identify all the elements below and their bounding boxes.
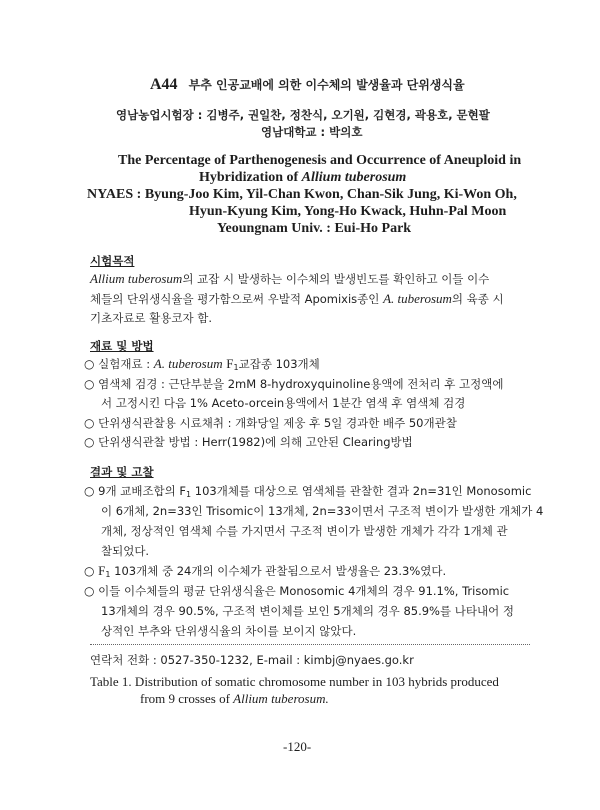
results-heading: 결과 및 고찰 — [90, 465, 154, 479]
objective-line2-suffix: 의 육종 시 — [451, 292, 504, 306]
objective-species: Allium tuberosum — [90, 271, 183, 286]
objective-heading: 시험목적 — [90, 254, 135, 268]
title-korean — [150, 74, 465, 94]
table-caption-prefix: from 9 crosses of — [140, 691, 230, 706]
table-caption-line1: Table 1. Distribution of somatic chromosome number in 103 hybrids produced — [90, 674, 499, 689]
results-item-1-line4: 찰되었다. — [101, 544, 150, 558]
page-number: -120- — [283, 739, 312, 754]
abstract-id: A44 — [150, 76, 178, 93]
results-item-2-f: F — [98, 563, 106, 578]
results-item-2 — [84, 564, 446, 582]
methods-item-2-text: 염색체 검경 : 근단부분을 2mM 8-hydroxyquinoline용액에 전처리 후 고정액에 — [98, 377, 504, 391]
results-item-2-sub: 1 — [105, 570, 111, 579]
methods-item-3-text: 단위생식관찰용 시료채취 : 개화당일 제웅 후 5일 경과한 배주 50개관찰 — [98, 416, 457, 430]
table-caption-line2 — [140, 691, 329, 707]
affiliation-ko-1: 영남농업시험장 : 김병주, 권일찬, 정찬식, 오기원, 김현경, 곽용호, 문현팔 — [116, 108, 490, 122]
title-en-line2-prefix: Hybridization of — [199, 170, 299, 185]
results-item-1-sub: 1 — [186, 490, 192, 499]
methods-item-2-line2: 서 고정시킨 다음 1% Aceto-orcein용액에서 1분간 염색 후 염색체 검경 — [101, 396, 466, 410]
objective-line2 — [90, 292, 504, 306]
authors-en-line1: NYAES : Byung-Joo Kim, Yil-Chan Kwon, Chan-Sik Jung, Ki-Won Oh, — [87, 187, 517, 202]
bullet-circle-icon: ○ — [84, 484, 95, 498]
bullet-circle-icon: ○ — [84, 435, 95, 449]
table-caption-species: Allium tuberosum. — [233, 691, 329, 706]
results-item-3-line3: 상적인 부추와 단위생식율의 차이를 보이지 않았다. — [101, 624, 357, 638]
objective-line1-text: 의 교잡 시 발생하는 이수체의 발생빈도를 확인하고 이들 이수 — [182, 272, 490, 286]
title-en-species: Allium tuberosum — [301, 170, 407, 185]
results-item-3-text: 이들 이수체들의 평균 단위생식율은 Monosomic 4개체의 경우 91.1%, Trisomic — [98, 584, 510, 598]
results-item-1-line2: 이 6개체, 2n=33인 Trisomic이 13개체, 2n=33이면서 구조적 변이가 발생한 개체가 4 — [101, 504, 544, 518]
objective-line3: 기초자료로 활용코자 함. — [90, 311, 213, 325]
authors-en-line3: Yeoungnam Univ. : Eui-Ho Park — [217, 221, 412, 236]
authors-en-line2: Hyun-Kyung Kim, Yong-Ho Kwack, Huhn-Pal Moon — [189, 204, 507, 219]
affiliation-ko-2: 영남대학교 : 박의호 — [261, 125, 363, 139]
results-item-1-line1 — [84, 484, 531, 502]
bullet-circle-icon: ○ — [84, 564, 95, 578]
objective-line2-prefix: 체들의 단위생식율을 평가함으로써 우발적 Apomixis종인 — [90, 292, 380, 306]
methods-item-1-label: 실험재료 : — [98, 357, 151, 371]
bullet-circle-icon: ○ — [84, 584, 95, 598]
results-item-1-line3: 개체, 정상적인 염색체 수를 가지면서 구조적 변이가 발생한 개체가 각각 1개체 관 — [101, 524, 508, 538]
contact-info: 연락처 전화 : 0527-350-1232, E-mail : kimbj@nyaes.go.kr — [90, 653, 414, 667]
methods-item-4 — [84, 435, 413, 449]
results-item-1-prefix: 9개 교배조합의 F — [98, 484, 187, 498]
methods-item-3 — [84, 416, 457, 430]
methods-item-1-text: 교잡종 103개체 — [238, 357, 320, 371]
title-en-line2 — [199, 170, 406, 186]
methods-item-4-text: 단위생식관찰 방법 : Herr(1982)에 의해 고안된 Clearing방법 — [98, 435, 413, 449]
results-item-3-line1 — [84, 584, 509, 598]
results-item-1-text: 103개체를 대상으로 염색체를 관찰한 결과 2n=31인 Monosomic — [194, 484, 532, 498]
title-ko-text: 부추 인공교배에 의한 이수체의 발생율과 단위생식율 — [188, 78, 465, 92]
section-divider — [90, 644, 530, 645]
methods-item-1-f: F — [226, 356, 234, 371]
methods-item-2-line1 — [84, 377, 503, 391]
methods-item-1-species: A. tuberosum — [153, 356, 223, 371]
objective-line1 — [90, 272, 489, 286]
objective-line2-species: A. tuberosum — [383, 291, 452, 306]
methods-item-1 — [84, 357, 320, 375]
methods-item-1-sub: 1 — [233, 363, 239, 372]
results-item-3-line2: 13개체의 경우 90.5%, 구조적 변이체를 보인 5개체의 경우 85.9%를 나타내어 정 — [101, 604, 514, 618]
bullet-circle-icon: ○ — [84, 357, 95, 371]
methods-heading: 재료 및 방법 — [90, 339, 154, 353]
bullet-circle-icon: ○ — [84, 416, 95, 430]
bullet-circle-icon: ○ — [84, 377, 95, 391]
title-en-line1: The Percentage of Parthenogenesis and Occurrence of Aneuploid in — [118, 153, 522, 168]
results-item-2-text: 103개체 중 24개의 이수체가 관찰됨으로서 발생율은 23.3%였다. — [114, 564, 447, 578]
